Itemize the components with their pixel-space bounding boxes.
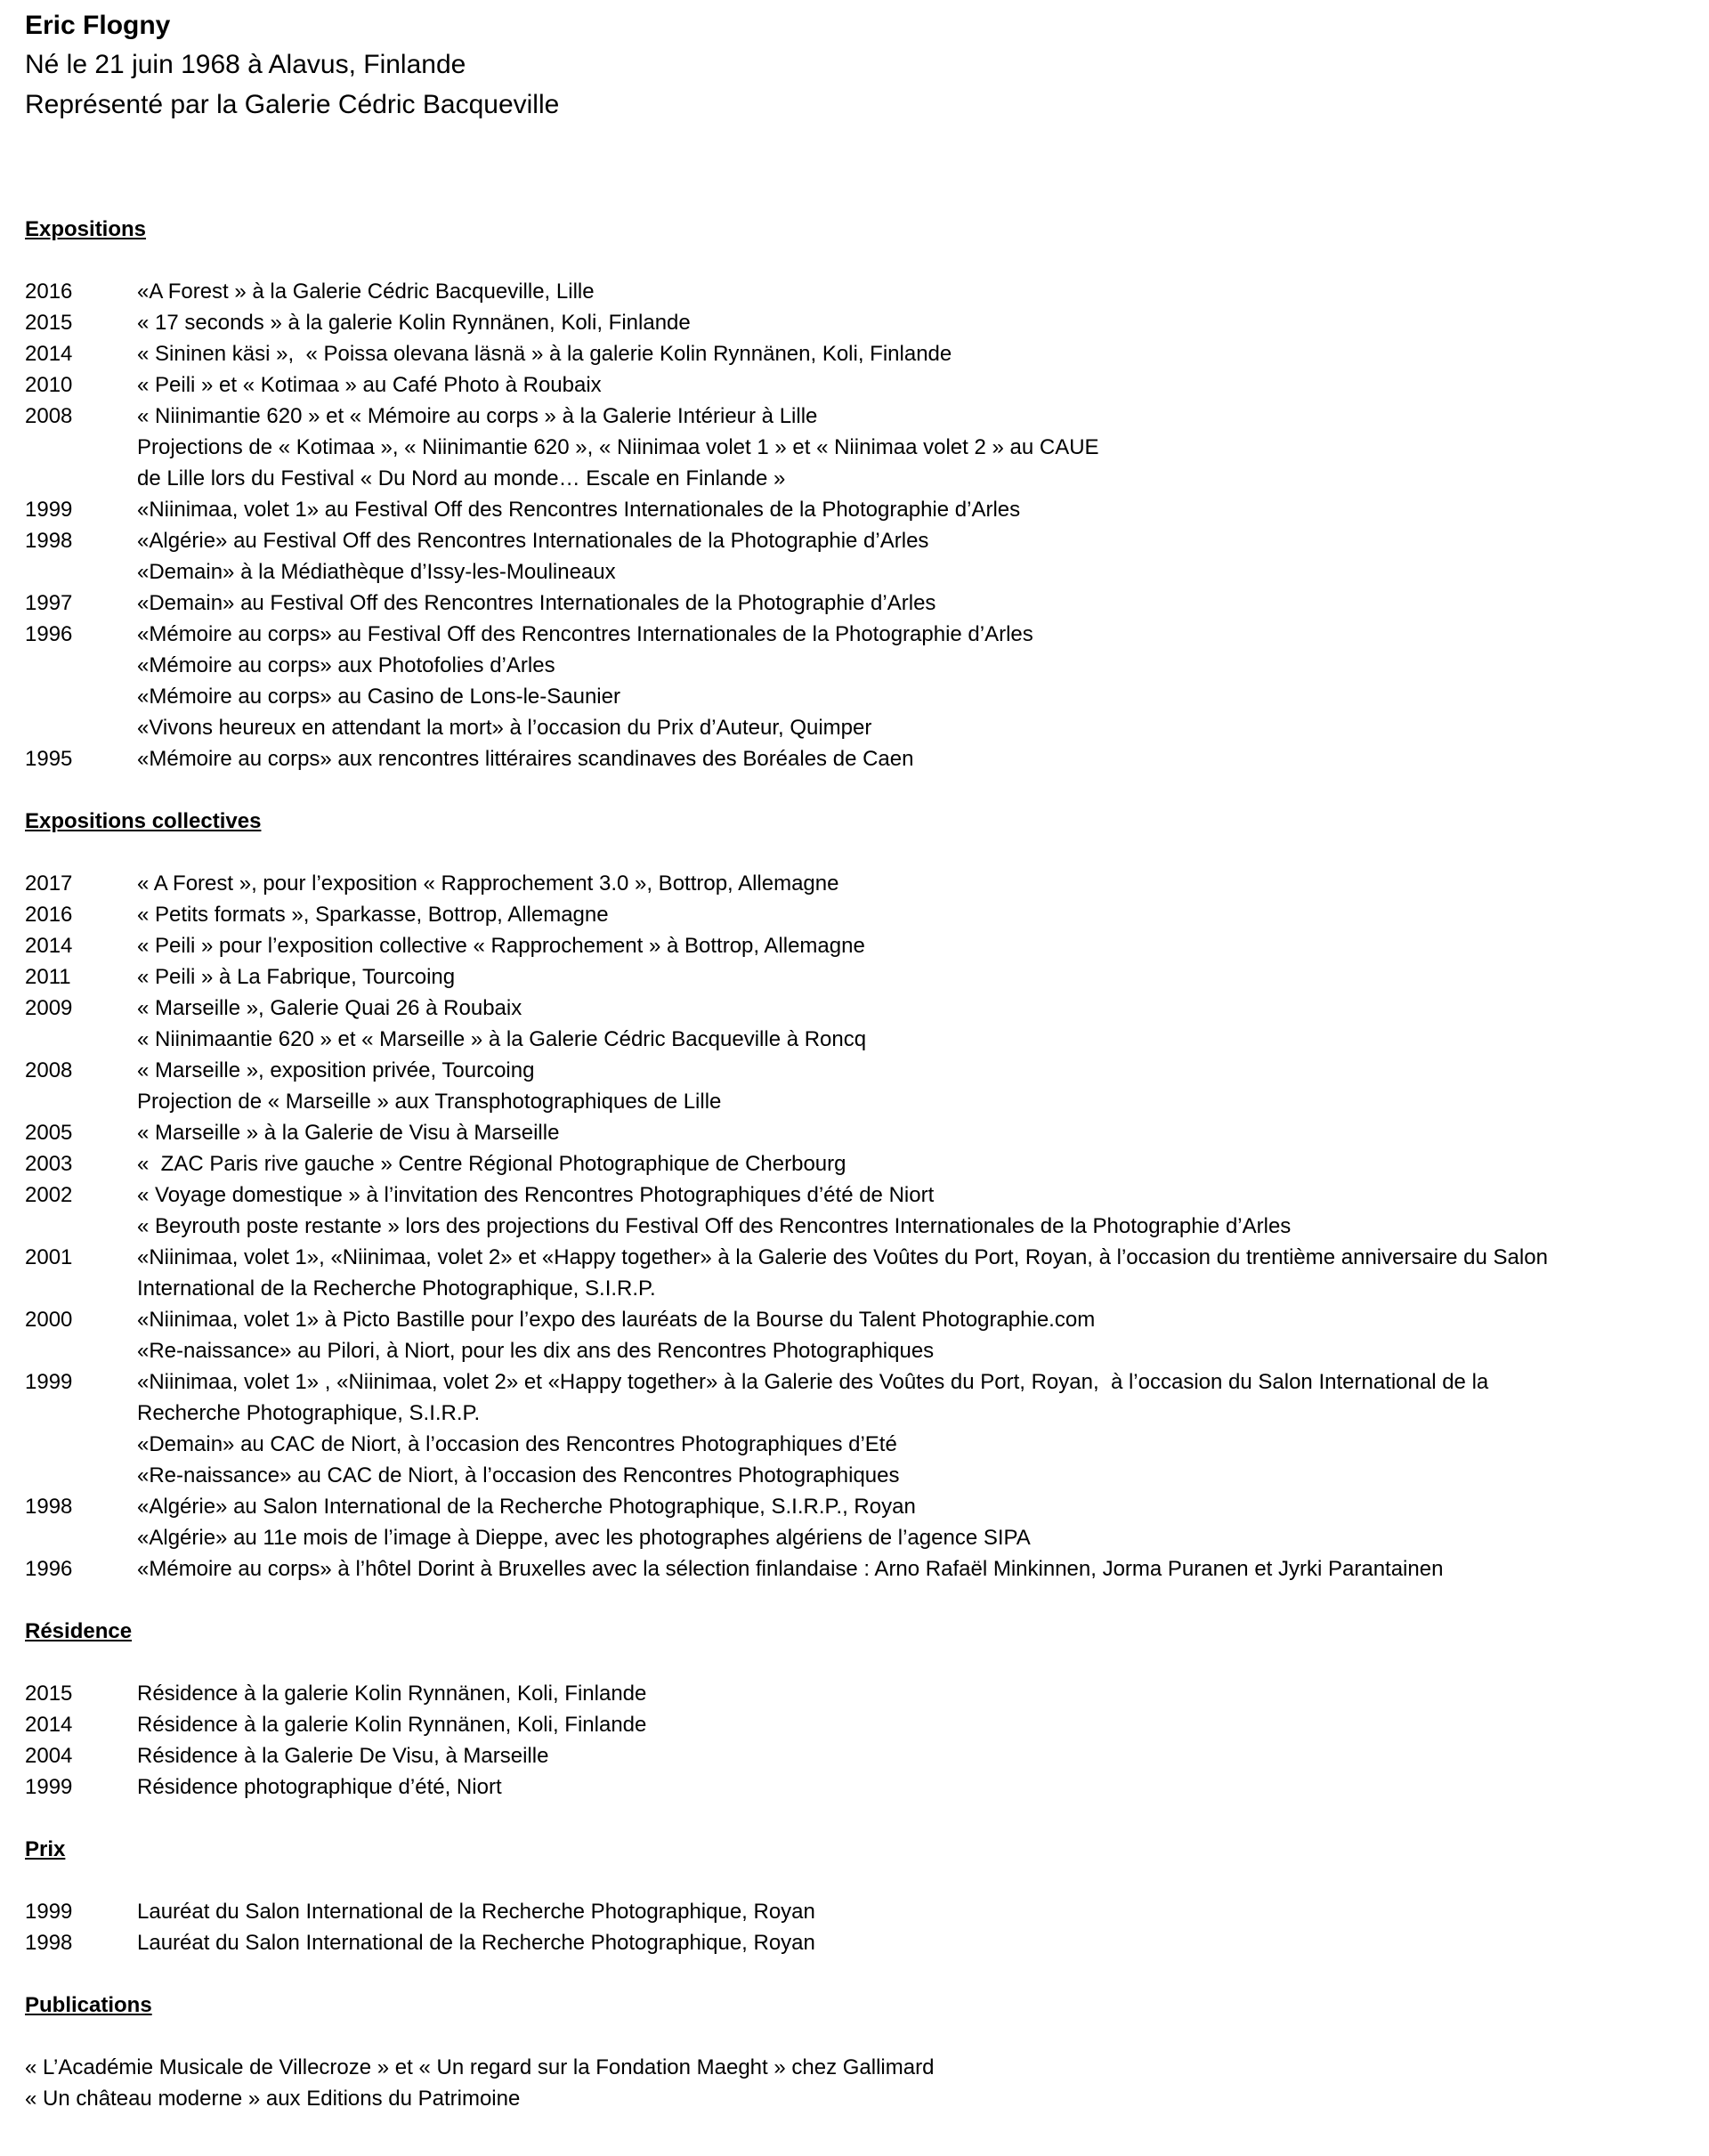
entry-row <box>25 930 1689 961</box>
entry-text: « Niinimantie 620 » et « Mémoire au corps » à la Galerie Intérieur à Lille <box>137 404 818 428</box>
entry-text: Recherche Photographique, S.I.R.P. <box>137 1401 481 1425</box>
gallery-representation: Représenté par la Galerie Cédric Bacqueville <box>25 90 560 119</box>
entry-year: 2009 <box>25 996 73 1020</box>
entry-row <box>25 993 1689 1024</box>
entry-year: 2008 <box>25 1058 73 1082</box>
entry-text: «Algérie» au 11e mois de l’image à Dieppe, avec les photographes algériens de l’agence SIPA <box>137 1526 1031 1550</box>
entry-year <box>25 1211 137 1242</box>
entry-text: International de la Recherche Photographique, S.I.R.P. <box>137 1277 656 1301</box>
entry-text: « Marseille », exposition privée, Tourcoing <box>137 1058 535 1082</box>
entry-year: 1998 <box>25 529 73 553</box>
entry-text: « Marseille », Galerie Quai 26 à Roubaix <box>137 996 522 1020</box>
entry-row <box>25 307 1689 338</box>
entry-text: « Peili » à La Fabrique, Tourcoing <box>137 965 456 989</box>
entry-year <box>25 463 137 494</box>
entry-row <box>25 1148 1689 1179</box>
entry-year <box>25 1460 137 1491</box>
entry-row <box>25 712 1689 743</box>
entry-row <box>25 1335 1689 1366</box>
entry-year <box>25 712 137 743</box>
entry-year: 2014 <box>25 934 73 958</box>
entry-row <box>25 1709 1689 1740</box>
entry-row <box>25 1242 1689 1273</box>
section-publications <box>25 1990 1689 2114</box>
entry-year: 2015 <box>25 311 73 335</box>
entry-year <box>25 1429 137 1460</box>
entry-year <box>25 1086 137 1117</box>
entry-row <box>25 1771 1689 1803</box>
entries-list <box>25 2052 1689 2114</box>
entries-list <box>25 868 1689 1585</box>
entry-row <box>25 1273 1689 1304</box>
entry-text: «Mémoire au corps» à l’hôtel Dorint à Bruxelles avec la sélection finlandaise : Arno Rafaël Minkinnen, Jorma Puranen et Jyrki Parantainen <box>137 1557 1444 1581</box>
entry-row <box>25 494 1689 525</box>
entry-text: « Beyrouth poste restante » lors des projections du Festival Off des Rencontres Internationales de la Photographie d’Arles <box>137 1214 1292 1238</box>
entry-year <box>25 681 137 712</box>
entry-year: 2010 <box>25 373 73 397</box>
section-title: Expositions <box>25 217 147 241</box>
entry-text: «Demain» au Festival Off des Rencontres Internationales de la Photographie d’Arles <box>137 591 936 615</box>
entry-row <box>25 463 1689 494</box>
entry-year <box>25 1398 137 1429</box>
section-residence <box>25 1616 1689 1803</box>
entry-row <box>25 1211 1689 1242</box>
entry-text: «Niinimaa, volet 1», «Niinimaa, volet 2» et «Happy together» à la Galerie des Voûtes du Port, Royan, à l’occasion du trentième anniversaire du Salon <box>137 1245 1548 1269</box>
entry-row <box>25 650 1689 681</box>
entry-text: «Niinimaa, volet 1» au Festival Off des Rencontres Internationales de la Photographie d’Arles <box>137 498 1021 522</box>
entry-year <box>25 1335 137 1366</box>
entry-row <box>25 961 1689 993</box>
entry-row <box>25 556 1689 588</box>
entry-row <box>25 1398 1689 1429</box>
entry-row <box>25 1678 1689 1709</box>
entry-text: Projection de « Marseille » aux Transphotographiques de Lille <box>137 1090 722 1114</box>
entry-text: Résidence à la galerie Kolin Rynnänen, Koli, Finlande <box>137 1713 647 1737</box>
entry-row <box>25 1553 1689 1585</box>
entry-year: 1996 <box>25 1557 73 1581</box>
section-title: Résidence <box>25 1619 133 1643</box>
entry-text: «A Forest » à la Galerie Cédric Bacqueville, Lille <box>137 280 595 304</box>
entry-row <box>25 1366 1689 1398</box>
entry-row <box>25 1491 1689 1522</box>
entry-text: «Niinimaa, volet 1» à Picto Bastille pour l’expo des lauréats de la Bourse du Talent Photographie.com <box>137 1308 1096 1332</box>
entry-row <box>25 681 1689 712</box>
entry-text: «Mémoire au corps» aux rencontres littéraires scandinaves des Boréales de Caen <box>137 747 914 771</box>
entry-text: «Vivons heureux en attendant la mort» à l’occasion du Prix d’Auteur, Quimper <box>137 716 872 740</box>
entry-year <box>25 432 137 463</box>
entry-year <box>25 556 137 588</box>
entry-year: 2016 <box>25 280 73 304</box>
entry-row <box>25 1740 1689 1771</box>
entry-row <box>25 525 1689 556</box>
entry-row <box>25 432 1689 463</box>
entry-row <box>25 401 1689 432</box>
section-prix <box>25 1834 1689 1958</box>
entry-row <box>25 1522 1689 1553</box>
entry-text: «Algérie» au Salon International de la Recherche Photographique, S.I.R.P., Royan <box>137 1495 916 1519</box>
entry-text: Résidence photographique d’été, Niort <box>137 1775 502 1799</box>
entry-text: « Peili » et « Kotimaa » au Café Photo à Roubaix <box>137 373 602 397</box>
entry-text: de Lille lors du Festival « Du Nord au monde… Escale en Finlande » <box>137 466 786 490</box>
publication-item: « L’Académie Musicale de Villecroze » et « Un regard sur la Fondation Maeght » chez Gallimard <box>25 2055 935 2079</box>
publication-item: « Un château moderne » aux Editions du Patrimoine <box>25 2087 521 2111</box>
entry-text: « Petits formats », Sparkasse, Bottrop, Allemagne <box>137 903 609 927</box>
entries-list <box>25 276 1689 774</box>
entry-text: «Mémoire au corps» au Festival Off des Rencontres Internationales de la Photographie d’Arles <box>137 622 1033 646</box>
section-title: Expositions collectives <box>25 809 262 833</box>
entry-row <box>25 369 1689 401</box>
entry-year: 2003 <box>25 1152 73 1176</box>
entry-row <box>25 1086 1689 1117</box>
entries-list <box>25 1896 1689 1958</box>
entry-text: « Niinimaantie 620 » et « Marseille » à la Galerie Cédric Bacqueville à Roncq <box>137 1027 867 1051</box>
entry-text: «Algérie» au Festival Off des Rencontres Internationales de la Photographie d’Arles <box>137 529 929 553</box>
entry-text: « Marseille » à la Galerie de Visu à Marseille <box>137 1121 560 1145</box>
entry-text: « Peili » pour l’exposition collective « Rapprochement » à Bottrop, Allemagne <box>137 934 865 958</box>
entries-list <box>25 1678 1689 1803</box>
entry-text: « Sininen käsi », « Poissa olevana läsnä » à la galerie Kolin Rynnänen, Koli, Finlande <box>137 342 952 366</box>
entry-year: 2001 <box>25 1245 73 1269</box>
entry-row <box>25 1429 1689 1460</box>
birth-info: Né le 21 juin 1968 à Alavus, Finlande <box>25 50 466 79</box>
entry-text: Résidence à la galerie Kolin Rynnänen, Koli, Finlande <box>137 1682 647 1706</box>
entry-year: 2017 <box>25 871 73 896</box>
entry-text: «Mémoire au corps» au Casino de Lons-le-Saunier <box>137 685 620 709</box>
entry-year: 1999 <box>25 1900 73 1924</box>
entry-year: 2002 <box>25 1183 73 1207</box>
entry-year: 2008 <box>25 404 73 428</box>
entry-row <box>25 1117 1689 1148</box>
section-title: Publications <box>25 1993 152 2017</box>
entry-row <box>25 899 1689 930</box>
entry-text: «Re-naissance» au CAC de Niort, à l’occasion des Rencontres Photographiques <box>137 1463 900 1487</box>
section-title: Prix <box>25 1837 66 1861</box>
cv-document <box>25 7 1689 2114</box>
entry-row <box>25 338 1689 369</box>
entry-text: Lauréat du Salon International de la Recherche Photographique, Royan <box>137 1931 815 1955</box>
entry-year: 1999 <box>25 1370 73 1394</box>
entry-text: « ZAC Paris rive gauche » Centre Régional Photographique de Cherbourg <box>137 1152 846 1176</box>
entry-year: 1999 <box>25 1775 73 1799</box>
entry-year: 1999 <box>25 498 73 522</box>
entry-row <box>25 1460 1689 1491</box>
entry-row <box>25 1304 1689 1335</box>
section-expositions-collectives <box>25 806 1689 1585</box>
entry-year <box>25 650 137 681</box>
entry-text: Projections de « Kotimaa », « Niinimantie 620 », « Niinimaa volet 1 » et « Niinimaa volet 2 » au CAUE <box>137 435 1099 459</box>
entry-row <box>25 1896 1689 1927</box>
entry-row <box>25 588 1689 619</box>
entry-year: 2014 <box>25 1713 73 1737</box>
entry-row <box>25 1024 1689 1055</box>
entry-year: 1995 <box>25 747 73 771</box>
section-expositions <box>25 214 1689 774</box>
entry-text: «Demain» au CAC de Niort, à l’occasion des Rencontres Photographiques d’Eté <box>137 1432 897 1456</box>
entry-year: 2015 <box>25 1682 73 1706</box>
entry-year: 1998 <box>25 1931 73 1955</box>
entry-text: «Re-naissance» au Pilori, à Niort, pour les dix ans des Rencontres Photographiques <box>137 1339 935 1363</box>
entry-row <box>25 743 1689 774</box>
entry-text: « 17 seconds » à la galerie Kolin Rynnänen, Koli, Finlande <box>137 311 691 335</box>
artist-name: Eric Flogny <box>25 11 171 40</box>
entry-row <box>25 276 1689 307</box>
entry-text: «Niinimaa, volet 1» , «Niinimaa, volet 2» et «Happy together» à la Galerie des Voûtes du Port, Royan, à l’occasion du Salon International de la <box>137 1370 1489 1394</box>
entry-year: 2005 <box>25 1121 73 1145</box>
entry-year <box>25 1273 137 1304</box>
entry-year: 2000 <box>25 1308 73 1332</box>
entry-year: 2014 <box>25 342 73 366</box>
entry-year: 2011 <box>25 965 71 989</box>
entry-text: « A Forest », pour l’exposition « Rapprochement 3.0 », Bottrop, Allemagne <box>137 871 839 896</box>
entry-year: 1996 <box>25 622 73 646</box>
entry-row <box>25 1055 1689 1086</box>
entry-text: «Mémoire au corps» aux Photofolies d’Arles <box>137 653 555 677</box>
entry-row <box>25 1179 1689 1211</box>
entry-row <box>25 868 1689 899</box>
entry-row <box>25 619 1689 650</box>
entry-text: «Demain» à la Médiathèque d’Issy-les-Moulineaux <box>137 560 616 584</box>
entry-row <box>25 1927 1689 1958</box>
entry-text: Résidence à la Galerie De Visu, à Marseille <box>137 1744 549 1768</box>
entry-year <box>25 1024 137 1055</box>
entry-year <box>25 1522 137 1553</box>
entry-year: 2016 <box>25 903 73 927</box>
entry-text: Lauréat du Salon International de la Recherche Photographique, Royan <box>137 1900 815 1924</box>
entry-text: « Voyage domestique » à l’invitation des Rencontres Photographiques d’été de Niort <box>137 1183 935 1207</box>
entry-year: 1997 <box>25 591 73 615</box>
entry-year: 1998 <box>25 1495 73 1519</box>
entry-year: 2004 <box>25 1744 73 1768</box>
